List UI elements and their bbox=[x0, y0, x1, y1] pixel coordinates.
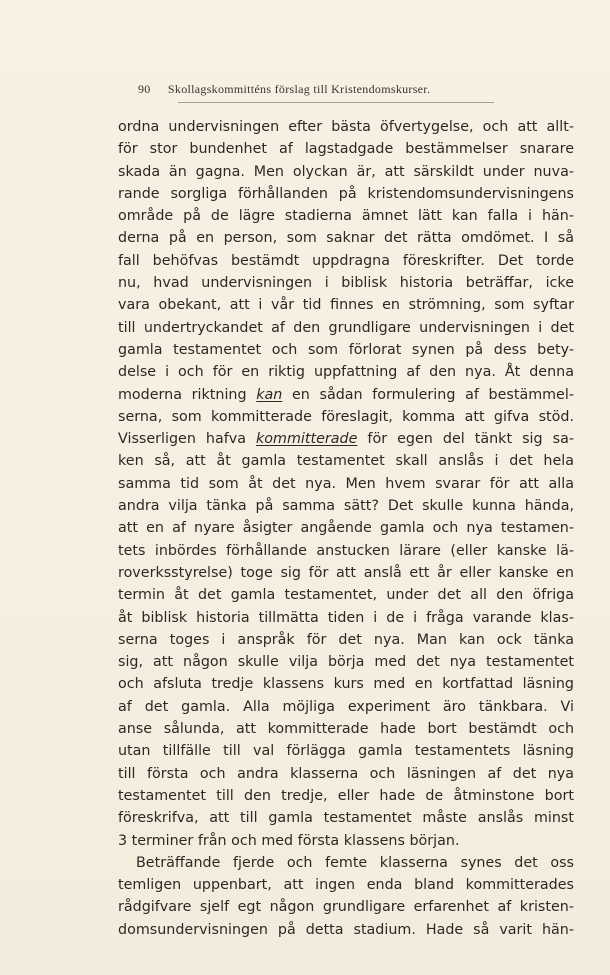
text-line: domsundervisningen på detta stadium. Hade så varit hän- bbox=[118, 921, 574, 938]
text-line: åt biblisk historia tillmätta tiden i de i fråga varande klas- bbox=[118, 609, 574, 626]
text-line: andra vilja tänka på samma sätt? Det skulle kunna hända, bbox=[118, 498, 574, 515]
page-number: 90 bbox=[138, 82, 151, 96]
emphasized-word-kan: kan bbox=[256, 386, 283, 403]
text-line: vara obekant, att i vår tid finnes en strömning, som syftar bbox=[118, 297, 574, 314]
text-line: serna, som kommitterade föreslagit, komma att gifva stöd. bbox=[118, 408, 574, 425]
text-line: och afsluta tredje klassens kurs med en kortfattad läsning bbox=[118, 676, 574, 693]
text-line: roverksstyrelse) toge sig för att anslå ett år eller kanske en bbox=[118, 564, 574, 581]
text-line: att en af nyare åsigter angående gamla och nya testamen- bbox=[118, 520, 574, 537]
text-line: testamentet till den tredje, eller hade de åtminstone bort bbox=[118, 787, 574, 804]
text-line: till första och andra klasserna och läsningen af det nya bbox=[118, 765, 574, 782]
text-segment: moderna riktning bbox=[118, 386, 257, 403]
running-title: Skollagskommitténs förslag till Kristendomskurser. bbox=[167, 82, 431, 96]
text-line: delse i och för en riktig uppfattning af den nya. Åt denna bbox=[118, 364, 574, 381]
text-line: derna på en person, som saknar det rätta omdömet. I så bbox=[118, 230, 574, 247]
text-line: ordna undervisningen efter bästa öfvertygelse, och att allt- bbox=[118, 119, 574, 135]
text-line: Beträffande fjerde och femte klasserna synes det oss bbox=[136, 854, 574, 871]
text-segment: en sådan formulering af bestämmel- bbox=[282, 386, 574, 403]
text-line: samma tid som åt det nya. Men hvem svarar för att alla bbox=[118, 475, 574, 492]
text-line: till undertryckandet af den grundligare undervisningen i det bbox=[118, 319, 574, 336]
body-text bbox=[118, 116, 574, 941]
emphasized-word-kommitterade: kommitterade bbox=[256, 431, 358, 448]
text-line: skada än gagna. Men olyckan är, att särskildt under nuva- bbox=[118, 163, 574, 180]
text-line: utan tillfälle till val förlägga gamla testamentets läsning bbox=[118, 743, 574, 760]
text-line: fall behöfvas bestämdt uppdragna föreskrifter. Det torde bbox=[118, 252, 574, 269]
text-line: 3 terminer från och med första klassens början. bbox=[118, 832, 460, 849]
text-line: rande sorgliga förhållanden på kristendomsundervisningens bbox=[118, 185, 574, 202]
text-line: område på de lägre stadierna ämnet lätt kan falla i hän- bbox=[118, 208, 574, 225]
text-segment: för egen del tänkt sig sa- bbox=[357, 431, 574, 448]
text-line: af det gamla. Alla möjliga experiment äro tänkbara. Vi bbox=[118, 698, 574, 715]
text-line: anse sålunda, att kommitterade hade bort bestämdt och bbox=[118, 721, 574, 738]
text-line: nu, hvad undervisningen i biblisk historia beträffar, icke bbox=[118, 275, 574, 292]
text-segment: Visserligen hafva bbox=[118, 431, 257, 448]
text-line: tets inbördes förhållande anstucken lärare (eller kanske lä- bbox=[118, 542, 574, 559]
text-line-emphasis bbox=[118, 428, 574, 450]
text-line: föreskrifva, att till gamla testamentet måste anslås minst bbox=[118, 810, 574, 827]
text-line-emphasis bbox=[118, 384, 574, 406]
text-line: ken så, att åt gamla testamentet skall anslås i det hela bbox=[118, 453, 574, 470]
text-line: serna toges i anspråk för det nya. Man kan ock tänka bbox=[118, 631, 574, 648]
running-header bbox=[138, 82, 498, 97]
text-line: sig, att någon skulle vilja börja med det nya testamentet bbox=[118, 654, 574, 671]
text-line: för stor bundenhet af lagstadgade bestämmelser snarare bbox=[118, 141, 574, 158]
text-line: rådgifvare sjelf egt någon grundligare erfarenhet af kristen- bbox=[118, 899, 574, 916]
header-rule bbox=[178, 102, 494, 103]
text-line: temligen uppenbart, att ingen enda bland kommitterades bbox=[118, 877, 574, 894]
text-line: termin åt det gamla testamentet, under det all den öfriga bbox=[118, 587, 574, 604]
text-line: gamla testamentet och som förlorat synen på dess bety- bbox=[118, 341, 574, 358]
